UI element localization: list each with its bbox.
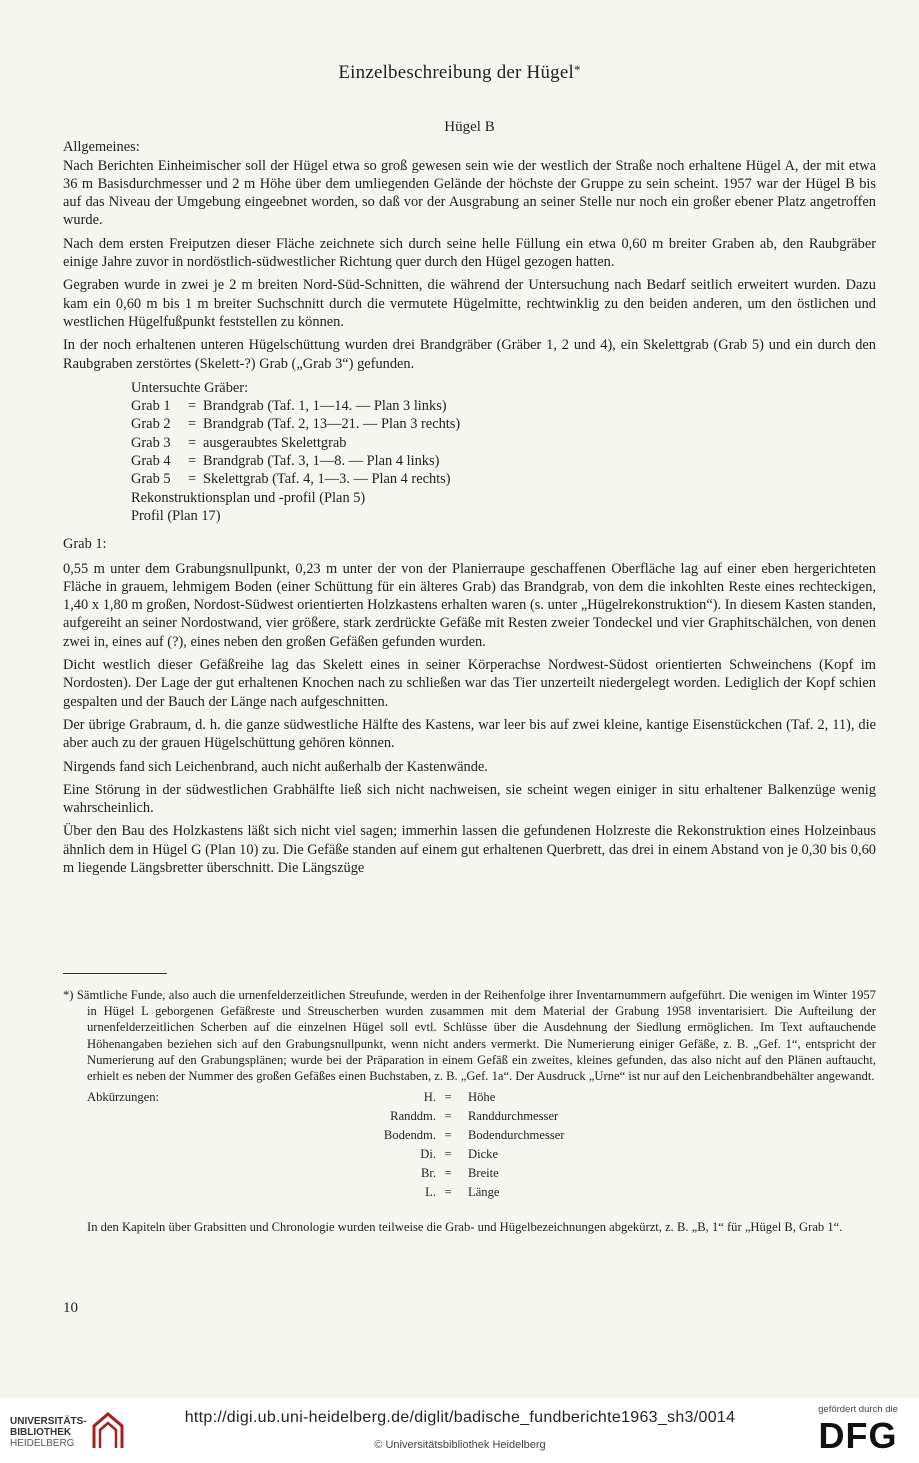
equals-sign: = <box>187 471 197 488</box>
footnote-marker-asterisk: * <box>573 62 581 77</box>
paragraph: Eine Störung in der südwestlichen Grabhälfte ließ sich nicht nachweisen, sie scheint wegen einiger in situ erhaltener Balkenzüge wenig wahrscheinlich. <box>63 781 876 817</box>
equals-sign: = <box>444 1128 452 1143</box>
library-emblem-icon <box>88 1412 128 1450</box>
copyright-notice: © Universitätsbibliothek Heidelberg <box>374 1439 546 1451</box>
logo-line: HEIDELBERG <box>10 1438 75 1449</box>
abbreviation-meaning: Länge <box>468 1185 500 1200</box>
plan-reference: Rekonstruktionsplan und -profil (Plan 5) <box>131 489 366 506</box>
abbreviation: H. <box>423 1090 436 1105</box>
paragraph: Dicht westlich dieser Gefäßreihe lag das Skelett eines in seiner Körperachse Nordwest-Südost orientierten Schweinchens (Kopf im Nordosten). Der Lage der gut erhaltenen Knochen nach zu schließen war das Tier unzerteilt niedergelegt worden. Lediglich der Kopf schien gespalten und der Bauch der Länge nach aufgeschnitten. <box>63 657 876 710</box>
grave-row <box>131 470 876 488</box>
funder-label: gefördert durch die <box>818 1404 898 1415</box>
footnote-divider <box>63 973 167 974</box>
equals-sign: = <box>444 1090 452 1105</box>
abbreviation-meaning: Randdurchmesser <box>468 1109 559 1124</box>
dfg-logo: DFG <box>818 1415 898 1456</box>
university-library-logo[interactable] <box>10 1412 130 1450</box>
grave-name: Grab 5 <box>131 471 171 488</box>
abbreviations-table <box>63 1089 876 1215</box>
footnote-body: Sämtliche Funde, also auch die urnenfelderzeitlichen Streufunde, werden in der Reihenfolge ihrer Inventarnummern aufgeführt. Die wenigen im Winter 1957 in Hügel L geborgenen Gefäßreste und Streuscherben wurden zusammen mit dem Material der Grabung 1958 inventarisiert. Die Aufteilung der urnenfelderzeitlichen Scherben auf die einzelnen Hügel soll evtl. Schlüsse über die Ausdehnung der Siedlung ermöglichen. Im Text auftauchende Höhenangaben beziehen sich auf den Grabungsnullpunkt, wenn nicht anders vermerkt. Die Numerierung einiger Gefäße, z. B. „Gef. 1“, entspricht der Numerierung auf den Grabungsplänen; wurde bei der Präparation in einem Gefäß ein zweites, kleines gefunden, das also nicht auf den Plänen auftaucht, erhielt es neben der Nummer des großen Gefäßes einen Buchstaben, z. B. „Gef. 1a“. Der Ausdruck „Urne“ ist nur auf den Leichenbrandbehälter angewandt. <box>76 988 876 1084</box>
grave-name: Grab 4 <box>131 453 171 470</box>
graves-list <box>131 379 876 525</box>
grave-name: Grab 1 <box>131 398 171 415</box>
abbreviation: L. <box>425 1185 436 1200</box>
allgemeines-label: Allgemeines: <box>63 139 140 156</box>
graves-heading: Untersuchte Gräber: <box>131 379 249 396</box>
equals-sign: = <box>444 1109 452 1124</box>
abbreviation-row <box>63 1089 876 1105</box>
funder-logo[interactable] <box>808 1404 908 1455</box>
grave-description: Brandgrab (Taf. 1, 1—14. — Plan 3 links) <box>203 398 447 415</box>
grave-description: Brandgrab (Taf. 2, 13—21. — Plan 3 rechts) <box>203 416 461 433</box>
abbreviation: Br. <box>420 1166 436 1181</box>
paragraph: Gegraben wurde in zwei je 2 m breiten Nord-Süd-Schnitten, die während der Untersuchung nach Bedarf seitlich erweitert wurden. Dazu kam ein 0,60 m bis 1 m breiter Suchschnitt durch die vermutete Hügelmitte, rechtwinklig zu den beiden anderen, um den östlichen und westlichen Hügelfußpunkt feststellen zu können. <box>63 277 876 330</box>
plan-reference: Profil (Plan 17) <box>131 507 221 524</box>
logo-line: BIBLIOTHEK <box>10 1427 72 1438</box>
abbreviation-meaning: Höhe <box>468 1090 496 1105</box>
paragraph: Der übrige Grabraum, d. h. die ganze südwestliche Hälfte des Kastens, war leer bis auf zwei kleine, kantige Eisenstückchen (Taf. 2, 11), die aber auch zu der grauen Hügelschüttung gehören können. <box>63 716 876 752</box>
footnote-marker: *) <box>63 988 74 1002</box>
main-text <box>63 118 876 882</box>
abbreviation-row <box>63 1108 876 1124</box>
grave-row <box>131 434 876 452</box>
abbreviation-meaning: Dicke <box>468 1147 499 1162</box>
abbreviation-meaning: Breite <box>468 1166 499 1181</box>
abbreviation-row <box>63 1127 876 1143</box>
logo-line: UNIVERSITÄTS- <box>10 1416 87 1427</box>
grave-description: ausgeraubtes Skelettgrab <box>203 434 347 451</box>
section-heading: Hügel B <box>444 119 495 135</box>
footnote <box>63 987 876 1235</box>
paragraph: Nach Berichten Einheimischer soll der Hügel etwa so groß gewesen sein wie der westlich der Straße noch erhaltene Hügel A, der mit etwa 36 m Basisdurchmesser und 2 m Höhe über dem umliegenden Gelände der höchste der Gruppe zu sein scheint. 1957 war der Hügel B bis auf das Niveau der Umgebung eingeebnet worden, so daß vor der Ausgrabung an seiner Stelle nur noch ein großer ebener Platz angetroffen wurde. <box>63 157 876 229</box>
footnote-text <box>63 987 876 1084</box>
paragraph: 0,55 m unter dem Grabungsnullpunkt, 0,23 m unter der von der Planierraupe geschaffenen Oberfläche lag auf einer eben hergerichteten Fläche in grauem, lehmigem Boden (einer Schüttung für ein älteres Grab) das Brandgrab, von dem die inkohlten Reste eines rechteckigen, 1,40 x 1,80 m großen, Nordost-Südwest orientierten Holzkastens erhalten waren (s. unter „Hügelrekonstruktion“). In diesem Kasten standen, aufgereiht an seiner Nordostwand, vier größere, stark zerdrückte Gefäße mit Resten zweier Tondeckel und vier Graphitschälchen, von denen zwei in, eines auf (?), eines neben den großen Gefäßen gefunden wurden. <box>63 560 876 650</box>
equals-sign: = <box>187 434 197 451</box>
abbreviation: Di. <box>420 1147 436 1162</box>
grave-name: Grab 2 <box>131 416 171 433</box>
abbreviation-row <box>63 1184 876 1200</box>
page-number: 10 <box>63 1300 78 1316</box>
paragraph: Nach dem ersten Freiputzen dieser Fläche zeichnete sich durch seine helle Füllung ein etwa 0,60 m breiter Graben ab, den Raubgräber einige Jahre zuvor in nordöstlich-südwestlicher Richtung quer durch den Hügel gezogen hatten. <box>63 235 876 271</box>
grave-row <box>131 397 876 415</box>
abbreviation-row <box>63 1146 876 1162</box>
equals-sign: = <box>187 416 197 433</box>
grave-description: Brandgrab (Taf. 3, 1—8. — Plan 4 links) <box>203 453 440 470</box>
equals-sign: = <box>187 453 197 470</box>
footnote-closing: In den Kapiteln über Grabsitten und Chronologie wurden teilweise die Grab- und Hügelbezeichnungen abgekürzt, z. B. „B, 1“ für „Hügel B, Grab 1“. <box>87 1220 843 1235</box>
abbreviation-meaning: Bodendurchmesser <box>468 1128 565 1143</box>
abbreviation: Randdm. <box>390 1109 436 1124</box>
grave-row <box>131 415 876 433</box>
page-title: Einzelbeschreibung der Hügel* <box>338 62 581 83</box>
abbreviations-label: Abkürzungen: <box>87 1090 160 1105</box>
equals-sign: = <box>444 1185 452 1200</box>
grave-name: Grab 3 <box>131 434 171 451</box>
paragraph: Nirgends fand sich Leichenbrand, auch nicht außerhalb der Kastenwände. <box>63 758 488 775</box>
equals-sign: = <box>444 1147 452 1162</box>
viewer-footer <box>0 1398 919 1463</box>
abbreviation: Bodendm. <box>383 1128 436 1143</box>
permalink-url[interactable]: http://digi.ub.uni-heidelberg.de/diglit/badische_fundberichte1963_sh3/0014 <box>184 1409 736 1426</box>
paragraph: In der noch erhaltenen unteren Hügelschüttung wurden drei Brandgräber (Gräber 1, 2 und 4), ein Skelettgrab (Grab 5) und ein durch den Raubgraben zerstörtes (Skelett-?) Grab („Grab 3“) gefunden. <box>63 337 876 372</box>
grave-row <box>131 452 876 470</box>
paragraph: Über den Bau des Holzkastens läßt sich nicht viel sagen; immerhin lassen die gefundenen Holzreste die Rekonstruktion eines Holzeinbaus ähnlich dem in Hügel G (Plan 10) zu. Die Gefäße standen auf einem gut erhaltenen Querbrett, das drei in einem Abstand von je 0,30 bis 0,60 m liegende Längsbretter überschnitt. Die Längszüge <box>63 823 876 876</box>
equals-sign: = <box>187 398 197 415</box>
grab1-label: Grab 1: <box>63 536 107 553</box>
grave-description: Skelettgrab (Taf. 4, 1—3. — Plan 4 rechts) <box>203 471 451 488</box>
abbreviation-row <box>63 1165 876 1181</box>
equals-sign: = <box>444 1166 452 1181</box>
